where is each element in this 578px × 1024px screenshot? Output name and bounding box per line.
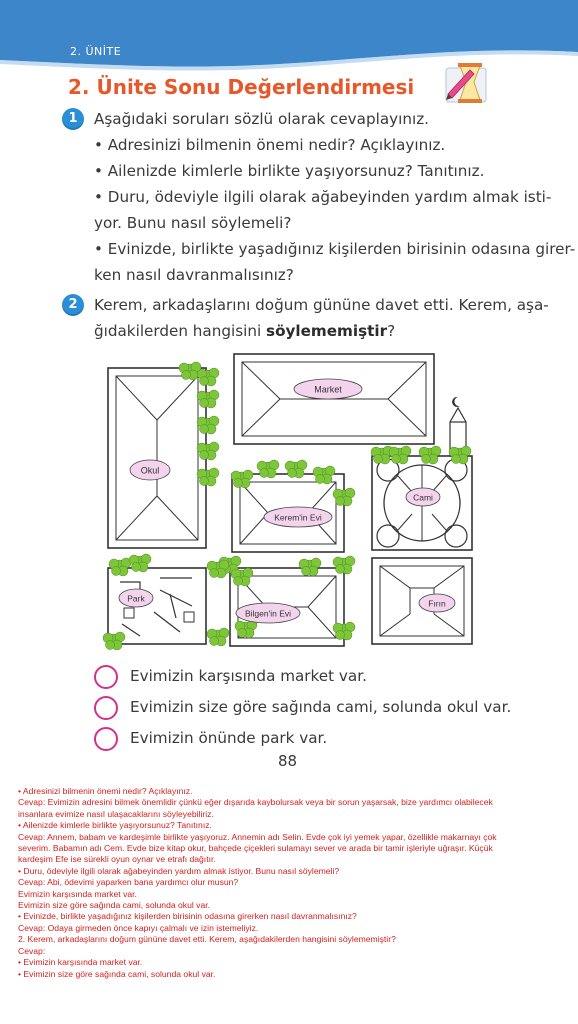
q1-line: • Ailenizde kimlerle birlikte yaşıyorsunuz? Tanıtınız. [94,162,485,180]
hourglass-pencil-icon [440,58,498,108]
label-firin: Fırın [428,598,446,609]
answer-line: Evimizin size göre sağında cami, solunda okul var. [18,900,211,911]
neighborhood-map [100,350,480,650]
option-text: Evimizin önünde park var. [130,729,328,747]
answer-line: Cevap: Evimizin adresini bilmek önemlidir çünkü eğer dışarıda kaybolursak veya bir sorun yaşarsak, bize yardımcı olabilecek [18,797,493,808]
answer-option-3[interactable] [94,727,494,755]
answer-option-1[interactable] [94,665,494,693]
tree-icon [207,628,229,646]
tree-icon [109,558,131,576]
label-okul: Okul [140,465,160,476]
q2-line: ğıdakilerden hangisini söylememiştir? [94,322,396,340]
tree-icon [449,446,471,464]
option-circle[interactable] [94,696,118,720]
tree-icon [389,446,411,464]
q1-line: Aşağıdaki soruları sözlü olarak cevaplayınız. [94,110,430,128]
tree-icon [333,622,355,640]
q1-line: • Duru, ödeviyle ilgili olarak ağabeyinden yardım almak isti- [94,188,552,206]
answer-line: insanlara evimize nasıl ulaşacaklarını söyleyebiliriz. [18,808,214,819]
crescent-icon [452,397,460,407]
page-title: 2. Ünite Sonu Değerlendirmesi [68,75,415,99]
tree-icon [313,466,335,484]
answer-line: Cevap: Abi, ödevimi yaparken bana yardımcı olur musun? [18,877,239,888]
answer-line: Cevap: [18,945,46,956]
option-text: Evimizin karşısında market var. [130,667,367,685]
tree-icon [197,416,219,434]
answer-key [18,786,568,980]
answer-line: • Evimizin size göre sağında cami, solunda okul var. [18,968,216,979]
emphasis-word: söylememiştir [266,322,388,340]
tree-icon [333,488,355,506]
q1-line: • Evinizde, birlikte yaşadığınız kişilerden birisinin odasına girer- [94,240,576,258]
label-bilgen: Bilgen'in Evi [244,608,292,619]
label-cami: Cami [413,492,433,503]
answer-line: • Evinizde, birlikte yaşadığınız kişilerden birisinin odasına girerken nasıl davranmalısınız? [18,911,357,922]
answer-line: severim. Babamın adı Cem. Evde bize kitap okur, bahçede çiçekleri sulamayı sever ve arada bir tamir işleriyle uğraşır. Küçük [18,843,493,854]
tree-icon [103,632,125,650]
tree-icon [231,568,253,586]
tree-icon [197,390,219,408]
q1-line: • Adresinizi bilmenin önemi nedir? Açıklayınız. [94,136,446,154]
label-market: Market [314,384,342,395]
answer-line: Evimizin karşısında market var. [18,888,137,899]
label-kerem: Kerem'in Evi [274,512,322,523]
answer-line: kardeşim Efe ise sürekli oyun oynar ve etrafı dağıtır. [18,854,216,865]
label-park: Park [127,593,145,604]
q1-line: ken nasıl davranmalısınız? [94,266,294,284]
answer-line: 2. Kerem, arkadaşlarını doğum gününe davet etti. Kerem, aşağıdakilerden hangisini söylememiştir? [18,934,396,945]
option-text: Evimizin size göre sağında cami, solunda okul var. [130,698,512,716]
tree-icon [299,558,321,576]
tree-icon [419,446,441,464]
tree-icon [197,368,219,386]
q2-line: Kerem, arkadaşlarını doğum gününe davet etti. Kerem, aşa- [94,296,549,314]
question-number-2: 2 [62,294,84,316]
answer-line: • Adresinizi bilmenin önemi nedir? Açıklayınız. [18,786,193,796]
option-circle[interactable] [94,727,118,751]
answer-line: • Evimizin karşısında market var. [18,957,143,968]
tree-icon [285,460,307,478]
option-circle[interactable] [94,665,118,689]
unit-tag: 2. ÜNİTE [70,45,122,58]
tree-icon [197,442,219,460]
tree-icon [333,556,355,574]
answer-line: Cevap: Odaya girmeden önce kapıyı çalmalı ve izin istemeliyiz. [18,922,259,933]
answer-line: • Ailenizde kimlerle birlikte yaşıyorsunuz? Tanıtınız. [18,820,212,831]
tree-icon [257,460,279,478]
answer-line: Cevap: Annem, babam ve kardeşimle birlikte yaşıyoruz. Annemin adı Selin. Evde çok iyi yemek yapar, özellikle makarnayı çok [18,831,497,842]
question-number-1: 1 [62,108,84,130]
answer-option-2[interactable] [94,696,512,724]
q1-line: yor. Bunu nasıl söylemeli? [94,214,292,232]
answer-line: • Duru, ödeviyle ilgili olarak ağabeyinden yardım almak istiyor. Bunu nasıl söylemeli? [18,865,340,876]
tree-icon [207,560,229,578]
page-number: 88 [278,752,298,770]
tree-icon [197,468,219,486]
tree-icon [129,554,151,572]
tree-icon [235,620,257,638]
tree-icon [179,362,201,380]
tree-icon [231,470,253,488]
